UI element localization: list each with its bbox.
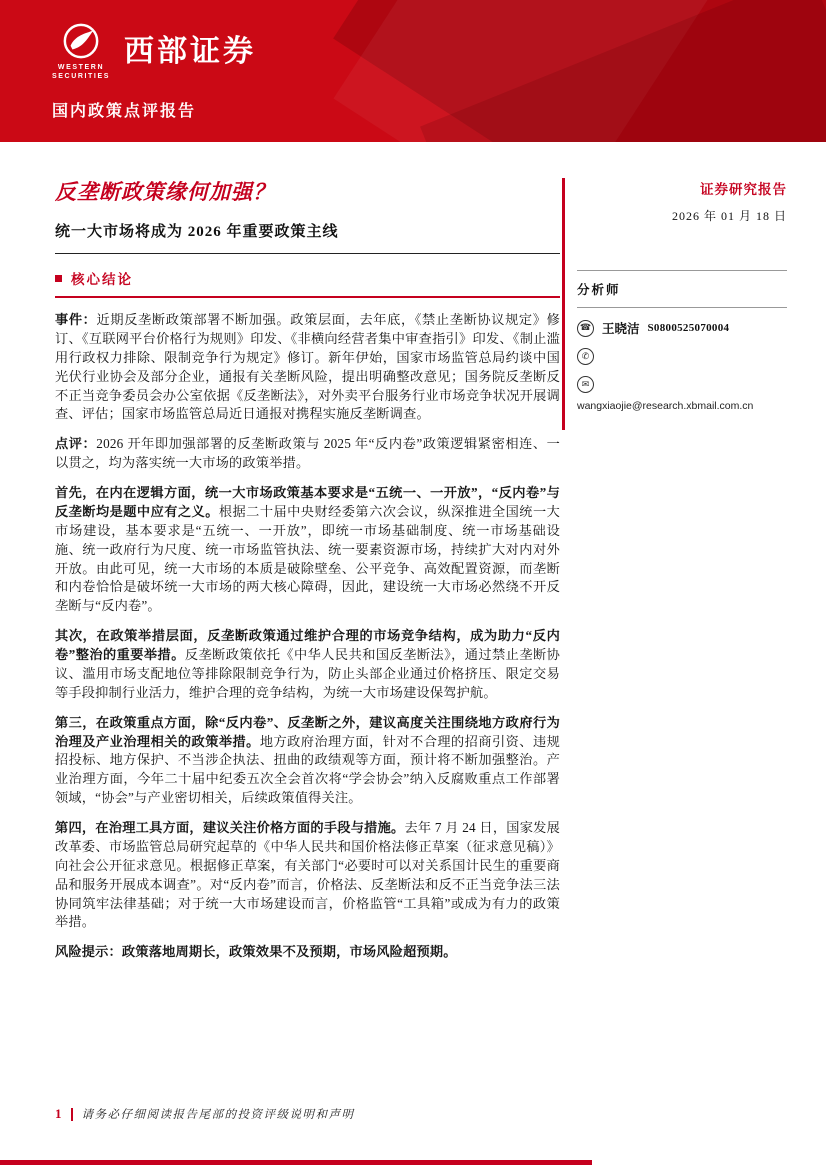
- logo-icon: [62, 22, 100, 60]
- paragraph-second: [55, 627, 560, 703]
- analyst-mobile-row: [577, 348, 787, 365]
- bullet-square-icon: [55, 275, 62, 282]
- paragraph-risk: [55, 943, 560, 962]
- paragraph-text: 地方政府治理方面，针对不合理的招商引资、违规招投标、地方保护、不当涉企执法、扭曲的政绩观等方面，预计将不断加强整治。产业治理方面，今年二十届中纪委五次全会首次将“学会协会”纳入反腐败重点工作部署领域，“协会”与产业密切相关，后续政策值得关注。: [55, 733, 560, 806]
- core-conclusion-label: 核心结论: [71, 272, 133, 287]
- paragraph-comment: [55, 435, 560, 473]
- mobile-phone-icon: ✆: [577, 348, 594, 365]
- footer-divider-bar: [71, 1108, 73, 1121]
- paragraph-event: [55, 311, 560, 424]
- paragraph-lead: 第四，在治理工具方面，建议关注价格方面的手段与措施。: [55, 820, 405, 835]
- logo: [52, 22, 110, 82]
- analyst-email[interactable]: wangxiaojie@research.xbmail.com.cn: [577, 400, 754, 412]
- analyst-id: S0800525070004: [647, 322, 730, 334]
- phone-icon: ☎: [577, 320, 594, 337]
- page-footer: [55, 1106, 355, 1122]
- sidebar-column: [577, 178, 787, 412]
- brand-en-line1: WESTERN: [57, 64, 105, 71]
- core-conclusion-header: [55, 268, 560, 298]
- header-banner: [0, 0, 826, 142]
- red-vertical-divider: [562, 178, 565, 430]
- paragraph-fourth: [55, 819, 560, 932]
- bottom-red-rule: [0, 1160, 592, 1165]
- report-date: 2026 年 01 月 18 日: [671, 209, 787, 223]
- paragraph-text: 反垄断政策依托《中华人民共和国反垄断法》，通过禁止垄断协议、滥用市场支配地位等排除限制竞争行为，防止头部企业通过价格挤压、限定交易等手段抑制行业活力，维护合理的竞争结构，为统一大市场建设保驾护航。: [55, 647, 561, 700]
- paragraph-lead: 首先，在内在逻辑方面，统一大市场政策基本要求是“五统一、一开放”，“反内卷”与反垄断均是题中应有之义。: [55, 485, 560, 519]
- page-number: 1: [55, 1106, 62, 1121]
- footer-disclaimer: 请务必仔细阅读报告尾部的投资评级说明和声明: [81, 1109, 355, 1121]
- paragraph-lead: 第三，在政策重点方面，除“反内卷”、反垄断之外，建议高度关注围绕地方政府行为治理及产业治理相关的政策举措。: [55, 714, 560, 749]
- series-label: 证券研究报告: [700, 182, 787, 197]
- paragraph-lead: 事件：: [55, 312, 97, 327]
- paragraph-third: [55, 714, 560, 808]
- analyst-label: 分析师: [577, 280, 787, 308]
- analyst-name: 王晓洁: [602, 322, 640, 336]
- paragraph-lead: 其次，在政策举措层面，反垄断政策通过维护合理的市场竞争结构，成为助力“反内卷”整治的重要举措。: [55, 628, 560, 662]
- paragraph-text: 近期反垄断政策部署不断加强。政策层面，去年底，《禁止垄断协议规定》修订、《互联网平台价格行为规则》印发、《非横向经营者集中审查指引》印发、《制止滥用行政权力排除、限制竞争行为规定》修订。新年伊始，国家市场监管总局约谈中国光伏行业协会及部分企业，通报有关垄断风险，提出明确整改意见；国务院反垄断反不正当竞争委员会办公室依据《反垄断法》，对外卖平台服务行业市场竞争状况开展调查、评估；国家市场监管总局近日通报对携程实施反垄断调查。: [55, 312, 560, 422]
- brand-cn: 西部证券: [124, 35, 257, 68]
- report-type-label: 国内政策点评报告: [52, 103, 197, 120]
- paragraph-text: 2026 开年即加强部署的反垄断政策与 2025 年“反内卷”政策逻辑紧密相连、一以贯之，均为落实统一大市场的政策举措。: [55, 436, 560, 471]
- paragraphs: [55, 311, 560, 962]
- paragraph-text: 去年 7 月 24 日，国家发展改革委、市场监管总局研究起草的《中华人民共和国价格法修正草案（征求意见稿）》向社会公开征求意见。根据修正草案，有关部门“必要时可以对关系国计民生的重要商品和服务开展成本调查”。对“反内卷”而言，价格法、反垄断法和反不正当竞争法三法协同筑牢法律基础；对于统一大市场建设而言，价格监管“工具箱”或成为有力的政策举措。: [55, 820, 560, 930]
- brand: [52, 22, 256, 82]
- brand-en: [52, 63, 110, 82]
- brand-en-line2: SECURITIES: [52, 73, 111, 81]
- paragraph-first: [55, 484, 560, 616]
- paragraph-lead: 点评：: [55, 436, 97, 452]
- paragraph-lead: 风险提示：政策落地周期长，政策效果不及预期，市场风险超预期。: [55, 944, 457, 960]
- analyst-block: [577, 270, 787, 412]
- analyst-name-row: [577, 319, 787, 337]
- mail-icon: ✉: [577, 376, 594, 393]
- page-subtitle: 统一大市场将成为 2026 年重要政策主线: [55, 220, 560, 254]
- page-title: 反垄断政策缘何加强？: [55, 180, 275, 204]
- analyst-mail-row: [577, 376, 787, 393]
- paragraph-text: 根据二十届中央财经委第六次会议，纵深推进全国统一大市场建设，基本要求是“五统一、一开放”，即统一市场基础制度、统一市场基础设施、统一政府行为尺度、统一市场监管执法、统一要素资源市场，持续扩大对内对外开放。由此可见，统一大市场的本质是破除壁垒、公平竞争、高效配置资源，而垄断和内卷恰恰是破坏统一大市场的两大核心障碍，因此，建设统一大市场必然绕不开反垄断与“反内卷”。: [55, 503, 560, 614]
- main-column: [55, 176, 560, 973]
